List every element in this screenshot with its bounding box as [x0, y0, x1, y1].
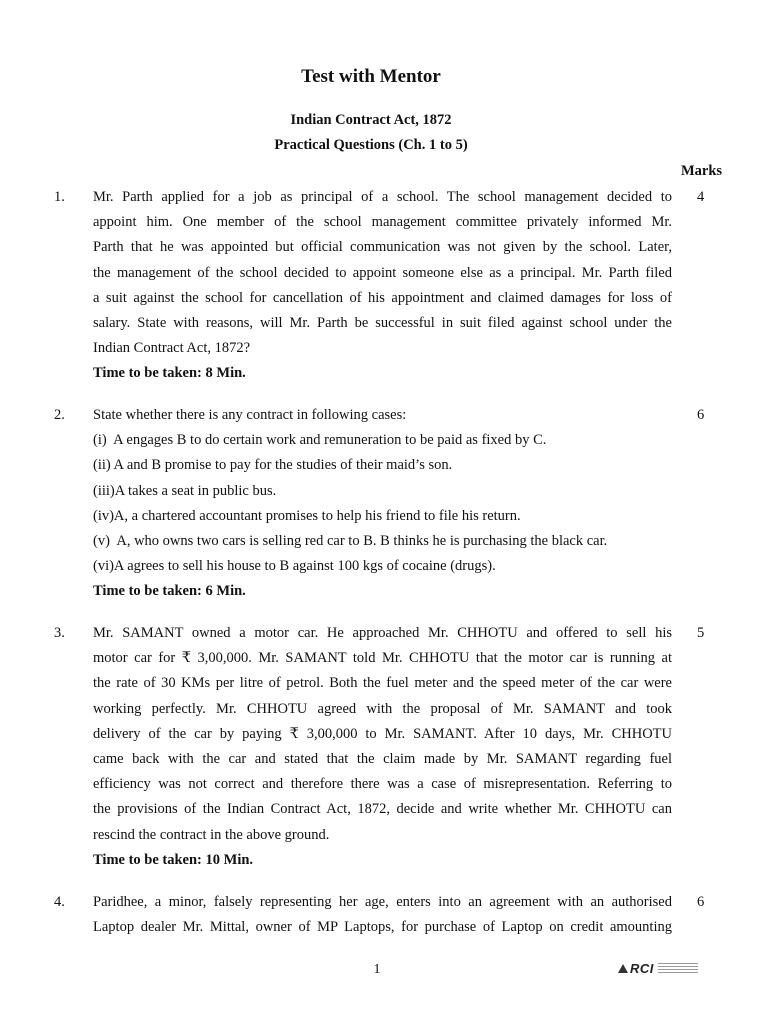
question-line: came back with the car and stated that the claim made by Mr. SAMANT regarding fuel	[93, 751, 672, 768]
logo-triangle-icon	[618, 964, 628, 973]
question-body	[93, 185, 672, 387]
question-number: 2.	[54, 407, 65, 423]
question-line: (iv)A, a chartered accountant promises to help his friend to file his return.	[93, 507, 521, 524]
document-subtitle: Indian Contract Act, 1872	[290, 112, 452, 128]
page-title: Test with Mentor	[301, 66, 441, 87]
question-line: salary. State with reasons, will Mr. Parth be successful in suit filed against school under the	[93, 315, 672, 332]
question-marks: 6	[697, 407, 705, 423]
question-body	[93, 403, 672, 605]
question-line: Mr. Parth applied for a job as principal of a school. The school management decided to	[93, 189, 672, 205]
question-line: appoint him. One member of the school management committee privately informed Mr.	[93, 214, 672, 231]
question-marks: 5	[697, 625, 705, 641]
question-line: (ii) A and B promise to pay for the studies of their maid’s son.	[93, 457, 453, 474]
question-number: 3.	[54, 625, 65, 641]
question-number: 1.	[54, 189, 65, 205]
logo-text: RCI	[630, 961, 654, 976]
question-line: the rate of 30 KMs per litre of petrol. Both the fuel meter and the speed meter of the car were	[93, 675, 672, 692]
question-number: 4.	[54, 894, 65, 910]
question-line: motor car for ₹ 3,00,000. Mr. SAMANT told Mr. CHHOTU that the motor car is running at	[93, 650, 672, 667]
time-to-be-taken: Time to be taken: 8 Min.	[93, 365, 246, 382]
question-line: a suit against the school for cancellation of his appointment and claimed damages for loss of	[93, 289, 672, 306]
question-body	[93, 890, 672, 940]
question-marks: 4	[697, 189, 705, 205]
question-line: Indian Contract Act, 1872?	[93, 340, 251, 357]
page-number: 1	[373, 962, 381, 977]
time-to-be-taken: Time to be taken: 6 Min.	[93, 583, 246, 600]
rci-logo	[618, 961, 698, 976]
time-to-be-taken: Time to be taken: 10 Min.	[93, 851, 254, 868]
question-line: delivery of the car by paying ₹ 3,00,000 to Mr. SAMANT. After 10 days, Mr. CHHOTU	[93, 725, 672, 742]
question-line: (i) A engages B to do certain work and remuneration to be paid as fixed by C.	[93, 432, 547, 449]
question-marks: 6	[697, 894, 705, 910]
question-line: (vi)A agrees to sell his house to B against 100 kgs of cocaine (drugs).	[93, 558, 496, 575]
question-line: Mr. SAMANT owned a motor car. He approached Mr. CHHOTU and offered to sell his	[93, 625, 672, 641]
question-line: State whether there is any contract in following cases:	[93, 407, 407, 423]
question-line: working perfectly. Mr. CHHOTU agreed with the proposal of Mr. SAMANT and took	[93, 700, 672, 717]
question-line: Paridhee, a minor, falsely representing her age, enters into an agreement with an authorised	[93, 894, 672, 910]
question-line: (v) A, who owns two cars is selling red car to B. B thinks he is purchasing the black car.	[93, 533, 608, 550]
section-subtitle: Practical Questions (Ch. 1 to 5)	[274, 137, 468, 153]
question-line: efficiency was not correct and therefore there was a case of misrepresentation. Referring to	[93, 776, 672, 793]
question-line: Laptop dealer Mr. Mittal, owner of MP Laptops, for purchase of Laptop on credit amounting	[93, 919, 672, 936]
marks-column-header: Marks	[681, 163, 723, 179]
question-line: rescind the contract in the above ground.	[93, 826, 330, 843]
question-line: the management of the school decided to appoint someone else as a principal. Mr. Parth filed	[93, 264, 672, 281]
logo-lines-icon	[658, 963, 698, 974]
question-line: (iii)A takes a seat in public bus.	[93, 482, 277, 499]
question-line: the provisions of the Indian Contract Act, 1872, decide and write whether Mr. CHHOTU can	[93, 801, 672, 818]
question-body	[93, 621, 672, 873]
question-line: Parth that he was appointed but official communication was not given by the school. Later,	[93, 239, 672, 256]
